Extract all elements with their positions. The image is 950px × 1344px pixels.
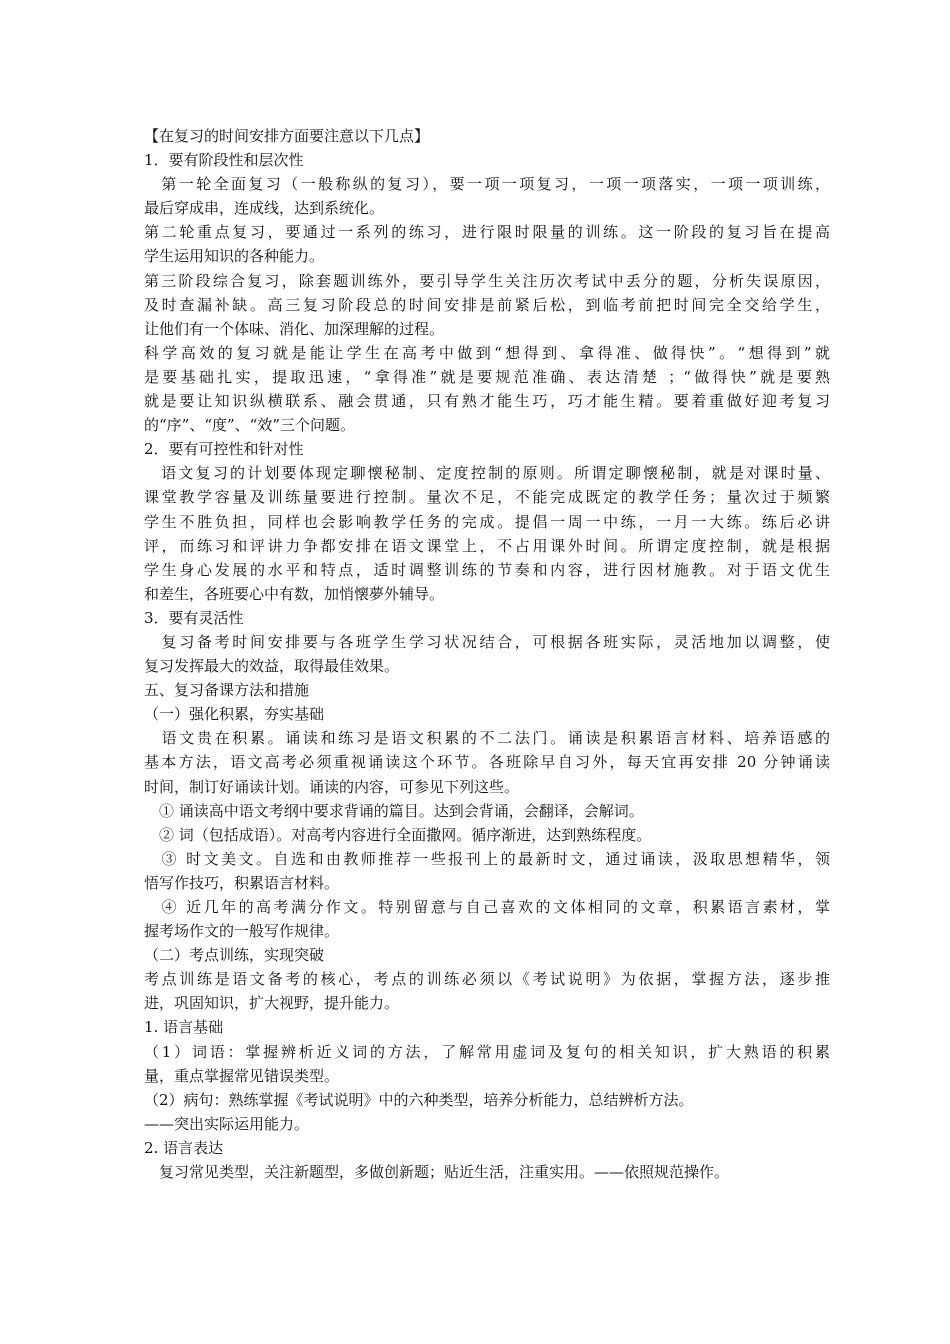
text-line: 考点训练是语文备考的核心，考点的训练必须以《考试说明》为依据，掌握方法，逐步推 (144, 970, 830, 989)
text-line: ③ 时文美文。自选和由教师推荐一些报刊上的最新时文，通过诵读，汲取思想精华，领 (144, 849, 830, 868)
text-line: 是要基础扎实，提取迅速，“拿得准”就是要规范准确、表达清楚 ；“做得快”就是要熟 (144, 367, 830, 386)
text-line: 第二轮重点复习，要通过一系列的练习，进行限时限量的训练。这一阶段的复习旨在提高 (144, 223, 830, 242)
text-line: 语文贵在积累。诵读和练习是语文积累的不二法门。诵读是积累语言材料、培养语感的 (144, 729, 830, 748)
text-line: 五、复习备课方法和措施 (144, 681, 310, 700)
text-line: 让他们有一个体味、消化、加深理解的过程。 (144, 319, 445, 338)
text-line: 3．要有灵活性 (144, 608, 244, 627)
text-line: 及时查漏补缺。高三复习阶段总的时间安排是前紧后松，到临考前把时间完全交给学生， (144, 295, 830, 314)
text-line: ——突出实际运用能力。 (144, 1114, 310, 1133)
text-line: 第三阶段综合复习，除套题训练外，要引导学生关注历次考试中丢分的题，分析失误原因， (144, 271, 830, 290)
text-line: 基本方法，语文高考必须重视诵读这个环节。各班除早自习外，每天宜再安排 20 分钟诵读 (144, 753, 830, 772)
text-line: 语文复习的计划要体现定聊懐秘制、定度控制的原则。所谓定聊懐秘制，就是对课时量、 (144, 464, 830, 483)
text-line: 评，而练习和评讲力争都安排在语文课堂上，不占用课外时间。所谓定度控制，就是根据 (144, 536, 830, 555)
text-line: 复习发挥最大的效益，取得最佳效果。 (144, 657, 400, 676)
text-line: 学生不胜负担，同样也会影响教学任务的完成。提倡一周一中练，一月一大练。练后必讲 (144, 512, 830, 531)
text-line: 最后穿成串，连成线，达到系统化。 (144, 199, 385, 218)
text-line: （2）病句：熟练掌握《考试说明》中的六种类型，培养分析能力，总结辨析方法。 (144, 1090, 694, 1109)
text-line: 科学高效的复习就是能让学生在高考中做到“想得到、拿得准、做得快”。“想得到”就 (144, 343, 830, 362)
text-line: 复习备考时间安排要与各班学生学习状况结合，可根据各班实际，灵活地加以调整，使 (144, 632, 830, 651)
text-line: 2. 语言表达 (144, 1138, 224, 1157)
text-line: 复习常见类型，关注新题型，多做创新题；贴近生活，注重实用。——依照规范操作。 (144, 1163, 730, 1182)
text-line: 1．要有阶段性和层次性 (144, 151, 304, 170)
text-line: ② 词（包括成语）。对高考内容进行全面撒网。循序渐进，达到熟练程度。 (144, 825, 652, 844)
document-body (144, 124, 830, 1184)
text-line: 第一轮全面复习（一般称纵的复习），要一项一项复习，一项一项落实，一项一项训练， (144, 175, 830, 194)
text-line: （二）考点训练，实现突破 (144, 946, 325, 965)
text-line: ④ 近几年的高考满分作文。特别留意与自己喜欢的文体相同的文章，积累语言素材，掌 (144, 898, 830, 916)
text-line: 学生身心发展的水平和特点，适时调整训练的节奏和内容，进行因材施教。对于语文优生 (144, 560, 830, 579)
text-line: 1. 语言基础 (144, 1018, 224, 1037)
text-line: 的“序”、“度”、“效”三个问题。 (144, 416, 356, 435)
text-line: 握考场作文的一般写作规律。 (144, 922, 340, 941)
text-line: 2．要有可控性和针对性 (144, 440, 304, 459)
text-line: （一）强化积累，夯实基础 (144, 705, 325, 724)
text-line: 【在复习的时间安排方面要注意以下几点】 (144, 127, 430, 145)
text-line: 量，重点掌握常见错误类型。 (144, 1066, 340, 1085)
text-line: 就是要让知识纵横联系、融会贯通，只有熟才能生巧，巧才能生精。要着重做好迎考复习 (144, 392, 830, 411)
text-line: 时间，制订好诵读计划。诵读的内容，可参见下列这些。 (144, 777, 520, 796)
text-line: （1）词语：掌握辨析近义词的方法，了解常用虚词及复句的相关知识，扩大熟语的积累 (144, 1042, 830, 1061)
text-line: 悟写作技巧，积累语言材料。 (144, 873, 340, 892)
text-line: 学生运用知识的各种能力。 (144, 247, 325, 266)
text-line: ① 诵读高中语文考纲中要求背诵的篇目。达到会背诵，会翻译，会解词。 (144, 801, 644, 820)
text-line: 课堂教学容量及训练量要进行控制。量次不足，不能完成既定的教学任务；量次过于频繁 (144, 488, 830, 507)
text-line: 和差生，各班要心中有数，加悄懐夢外辅导。 (144, 584, 445, 603)
text-line: 进，巩固知识，扩大视野，提升能力。 (144, 994, 400, 1013)
